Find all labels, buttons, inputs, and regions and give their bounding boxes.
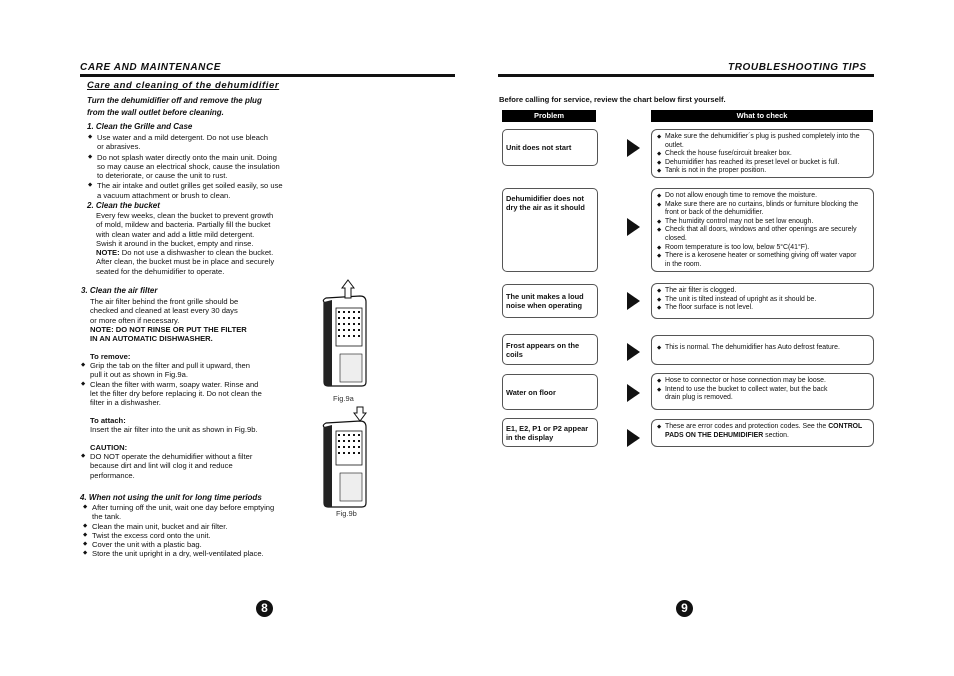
problem-loud-noise: The unit makes a loud noise when operating [502,284,598,318]
figure-9b-caption: Fig.9b [336,509,357,518]
caution-label: CAUTION: [90,443,128,452]
list-item: ◆ The air intake and outlet grilles get soiled easily, so use a vacuum attachment or brush to clean. [87,181,317,200]
column-header-problem: Problem [502,110,596,122]
section-3-body: The air filter behind the front grille should be checked and cleaned at least every 30 days or more often if necessary. NOTE: DO NOT RINSE OR PUT THE FILTER IN AN AUTOMATIC DISHWASHER. [90,297,247,344]
figure-9a-illustration [318,278,370,390]
list-item: ◆ DO NOT operate the dehumidifier without a filter because dirt and lint will clog it and reduce performance. [80,452,280,480]
list-item: ◆ Clean the main unit, bucket and air filter. [82,522,322,531]
section-1-list [87,133,317,200]
list-item: ◆ Do not splash water directly onto the main unit. Doing so may cause an electrical shock, cause the insulation to deteriorate, or cause the unit to rust. [87,153,317,181]
arrow-right-icon [627,218,640,236]
section-2-body: Every few weeks, clean the bucket to prevent growth of mold, mildew and bacteria. Partially fill the bucket with clean water and add a little mild detergent. Swish it around in the bucket, empty and rinse. NOTE: Do not use a dishwasher to clean the bucket. After clean, the bucket must be in place and securely seated for the dehumidifier to operate. [96,211,316,276]
list-item: ◆ Check the house fuse/circuit breaker box. [656,150,870,159]
to-remove-list [80,361,290,407]
check-frost [651,335,874,365]
list-item: ◆ Grip the tab on the filter and pull it upward, then pull it out as shown in Fig.9a. [80,361,290,380]
caution-body [80,452,280,480]
list-item: ◆ The air filter is clogged. [656,287,870,296]
page-number-8: 8 [256,600,273,617]
arrow-right-icon [627,429,640,447]
page-number-9: 9 [676,600,693,617]
problem-error-codes: E1, E2, P1 or P2 appear in the display [502,418,598,447]
to-attach-label: To attach: [90,416,126,425]
section-2-title: 2. Clean the bucket [87,201,160,210]
list-item: ◆ After turning off the unit, wait one day before emptying the tank. [82,503,322,522]
list-item: ◆ Tank is not in the proper position. [656,167,870,176]
list-item: ◆ These are error codes and protection codes. See the CONTROL PADS ON THE DEHUMIDIFIER section. [656,423,870,440]
list-item: ◆ The humidity control may not be set low enough. [656,218,870,227]
check-error-codes [651,419,874,447]
list-item: ◆ Clean the filter with warm, soapy water. Rinse and let the filter dry before replacing it. Do not clean the filter in a dishwasher. [80,380,290,408]
list-item: ◆ There is a kerosene heater or something giving off water vapor in the room. [656,252,870,269]
section-4-title: 4. When not using the unit for long time periods [80,493,262,502]
list-item: ◆ Make sure there are no curtains, blinds or furniture blocking the front or back of the dehumidifier. [656,201,870,218]
left-header: CARE AND MAINTENANCE [80,62,222,73]
check-water-on-floor [651,373,874,410]
list-item: ◆ Cover the unit with a plastic bag. [82,540,322,549]
list-item: ◆ Store the unit upright in a dry, well-ventilated place. [82,549,322,558]
list-item: ◆ Check that all doors, windows and other openings are securely closed. [656,226,870,243]
problem-does-not-dry: Dehumidifier does not dry the air as it should [502,188,598,272]
left-header-rule [80,74,455,77]
list-item: ◆ Do not allow enough time to remove the moisture. [656,192,870,201]
list-item: ◆ The unit is tilted instead of upright as it should be. [656,296,870,305]
check-does-not-dry [651,188,874,272]
list-item: ◆ Use water and a mild detergent. Do not use bleach or abrasives. [87,133,317,152]
bucket-note: NOTE: Do not use a dishwasher to clean the bucket. [96,248,274,258]
to-attach-text: Insert the air filter into the unit as shown in Fig.9b. [90,425,258,434]
list-item: ◆ Room temperature is too low, below 5°C(41°F). [656,244,870,253]
check-unit-does-not-start [651,129,874,178]
list-item: ◆ Intend to use the bucket to collect water, but the back drain plug is removed. [656,386,870,403]
list-item: ◆ Make sure the dehumidifier´s plug is pushed completely into the outlet. [656,133,870,150]
left-subheader: Care and cleaning of the dehumidifier [87,80,280,91]
section-3-title: 3. Clean the air filter [81,286,158,295]
figure-9b-illustration [318,405,370,509]
arrow-right-icon [627,384,640,402]
problem-water-on-floor: Water on floor [502,374,598,410]
column-header-what-to-check: What to check [651,110,873,122]
list-item: ◆ This is normal. The dehumidifier has Auto defrost feature. [656,344,870,353]
problem-frost: Frost appears on the coils [502,334,598,365]
section-4-list [82,503,322,559]
right-header-rule [498,74,874,77]
to-remove-label: To remove: [90,352,131,361]
list-item: ◆ Hose to connector or hose connection may be loose. [656,377,870,386]
intro-text: Turn the dehumidifier off and remove the plug from the wall outlet before cleaning. [87,96,262,117]
problem-unit-does-not-start: Unit does not start [502,129,598,166]
troubleshooting-intro: Before calling for service, review the chart below first yourself. [499,95,726,104]
arrow-right-icon [627,343,640,361]
list-item: ◆ The floor surface is not level. [656,304,870,313]
list-item: ◆ Dehumidifier has reached its preset level or bucket is full. [656,159,870,168]
arrow-right-icon [627,139,640,157]
section-1-title: 1. Clean the Grille and Case [87,122,193,131]
figure-9a-caption: Fig.9a [333,394,354,403]
right-header: TROUBLESHOOTING TIPS [728,62,867,73]
arrow-right-icon [627,292,640,310]
check-loud-noise [651,283,874,319]
list-item: ◆ Twist the excess cord onto the unit. [82,531,322,540]
